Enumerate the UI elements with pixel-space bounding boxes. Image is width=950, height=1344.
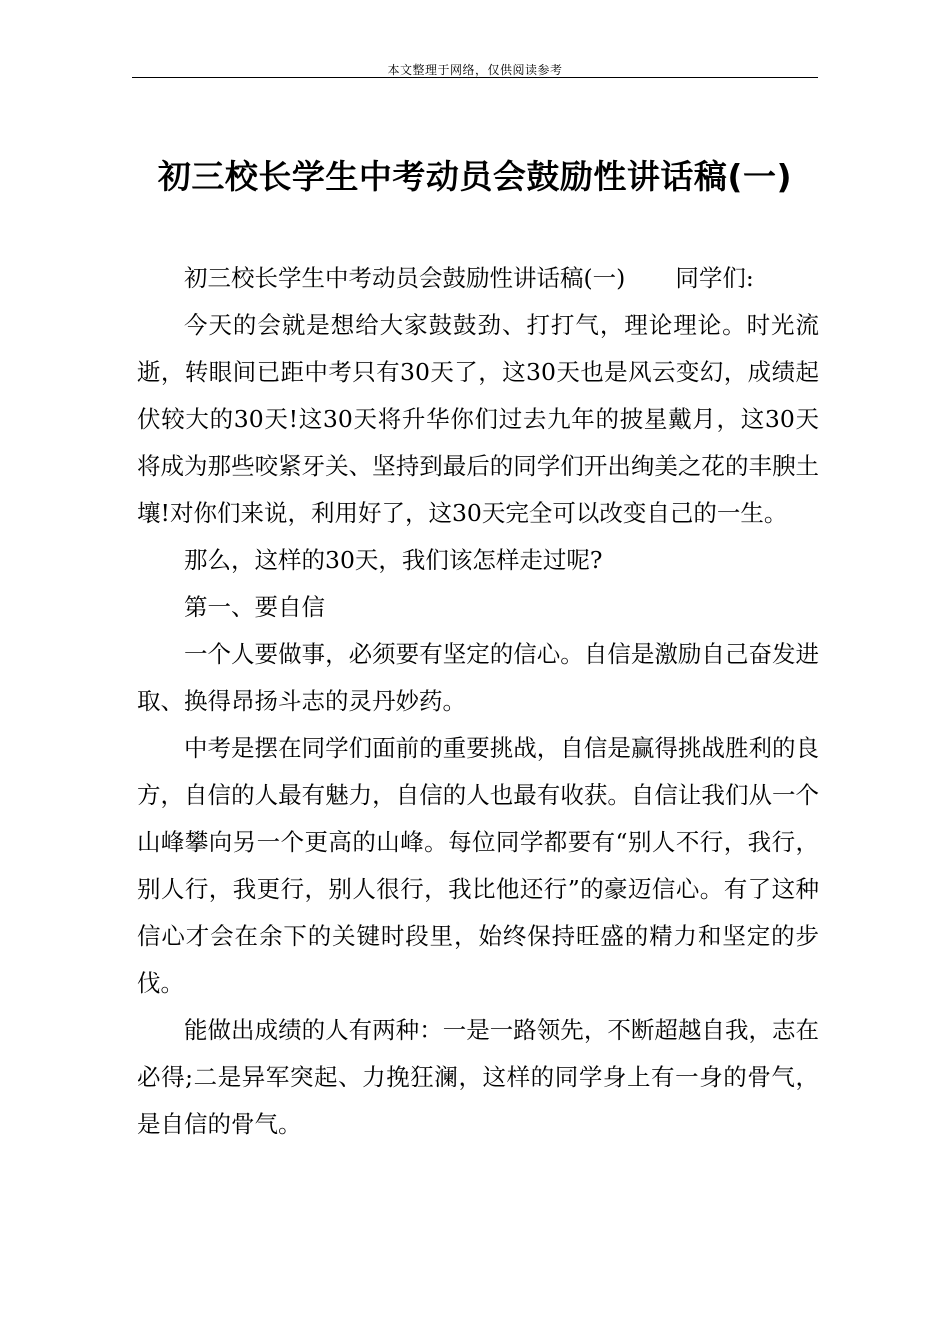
page-header-note: 本文整理于网络，仅供阅读参考 (387, 63, 563, 77)
paragraph: 今天的会就是想给大家鼓鼓劲、打打气，理论理论。时光流逝，转眼间已距中考只有30天了，这30天也是风云变幻，成绩起伏较大的30天!这30天将升华你们过去九年的披星戴月，这30天将成为那些咬紧牙关、坚持到最后的同学们开出绚美之花的丰腴土壤!对你们来说，利用好了，这30天完全可以改变自己的一生。 (137, 311, 819, 527)
document-body (137, 255, 819, 1148)
paragraph: 能做出成绩的人有两种：一是一路领先，不断超越自我，志在必得;二是异军突起、力挽狂澜，这样的同学身上有一身的骨气，是自信的骨气。 (137, 1016, 819, 1138)
header-divider (132, 77, 818, 78)
opening-line (137, 255, 819, 302)
paragraph: 一个人要做事，必须要有坚定的信心。自信是激励自己奋发进取、换得昂扬斗志的灵丹妙药。 (137, 640, 819, 715)
title-echo: 初三校长学生中考动员会鼓励性讲话稿(一) (184, 264, 626, 292)
section-heading: 第一、要自信 (184, 593, 325, 621)
salutation: 同学们: (675, 264, 754, 292)
paragraph: 中考是摆在同学们面前的重要挑战，自信是赢得挑战胜利的良方，自信的人最有魅力，自信的人也最有收获。自信让我们从一个山峰攀向另一个更高的山峰。每位同学都要有“别人不行，我行，别人行，我更行，别人很行，我比他还行”的豪迈信心。有了这种信心才会在余下的关键时段里，始终保持旺盛的精力和坚定的步伐。 (137, 734, 819, 997)
document-title: 初三校长学生中考动员会鼓励性讲话稿(一) (157, 157, 793, 197)
paragraph: 那么，这样的30天，我们该怎样走过呢? (184, 546, 603, 574)
